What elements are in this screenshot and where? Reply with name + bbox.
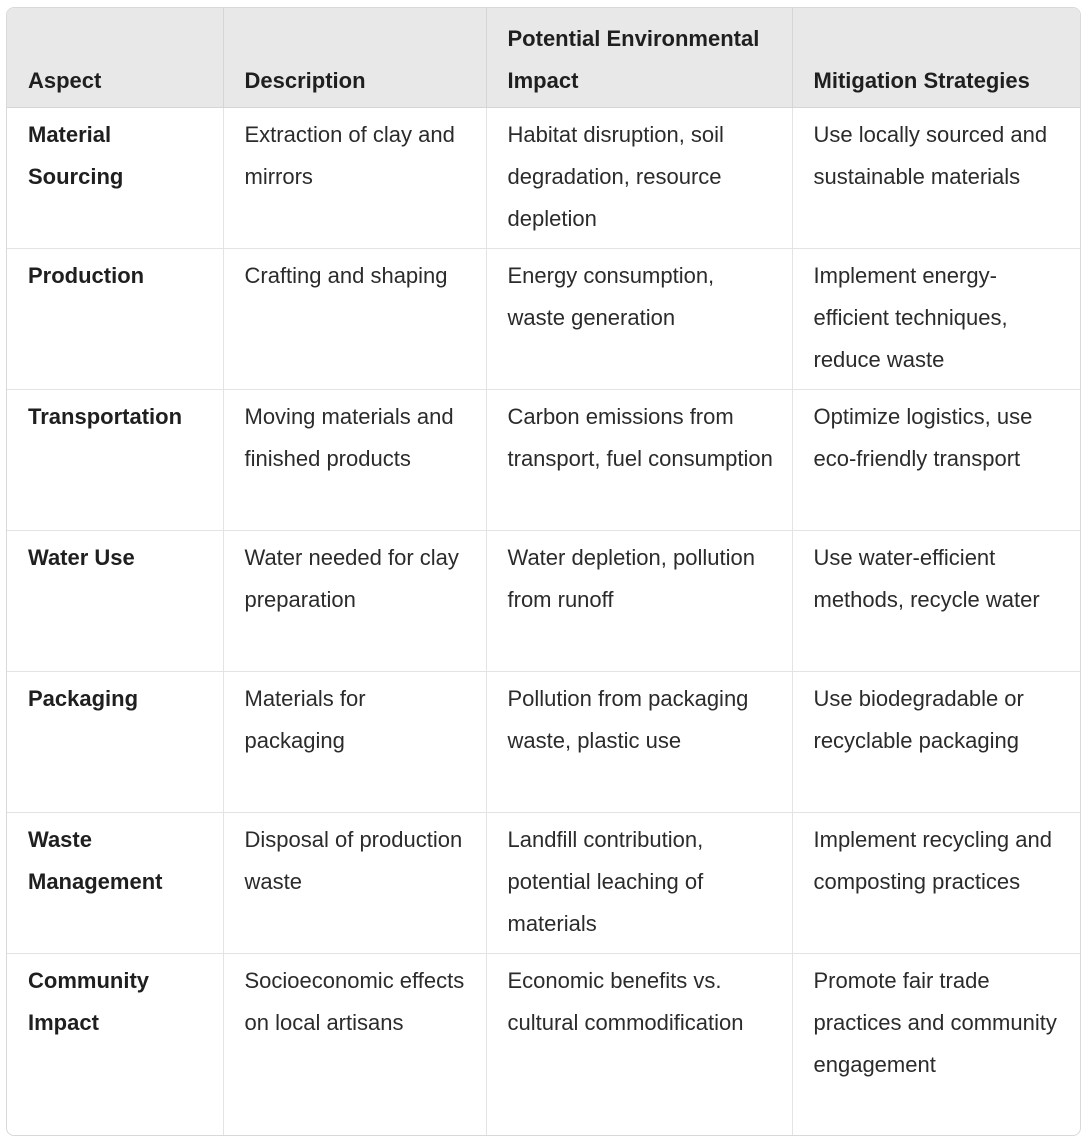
cell-aspect: Water Use [7, 530, 223, 671]
cell-aspect: Community Impact [7, 953, 223, 1136]
cell-description: Extraction of clay and mirrors [223, 107, 486, 248]
table-header [7, 8, 1080, 107]
cell-aspect: Material Sourcing [7, 107, 223, 248]
cell-impact: Economic benefits vs. cultural commodification [486, 953, 792, 1136]
header-aspect: Aspect [7, 8, 223, 107]
table-row [7, 107, 1080, 248]
cell-aspect: Production [7, 248, 223, 389]
environmental-impact-table [6, 7, 1081, 1136]
cell-mitigation: Use water-efficient methods, recycle water [792, 530, 1080, 671]
cell-mitigation: Use locally sourced and sustainable materials [792, 107, 1080, 248]
cell-impact: Landfill contribution, potential leaching of materials [486, 812, 792, 953]
cell-impact: Pollution from packaging waste, plastic use [486, 671, 792, 812]
table-row [7, 530, 1080, 671]
cell-description: Disposal of production waste [223, 812, 486, 953]
table-row [7, 812, 1080, 953]
data-table [7, 8, 1080, 1136]
header-mitigation: Mitigation Strategies [792, 8, 1080, 107]
cell-impact: Habitat disruption, soil degradation, resource depletion [486, 107, 792, 248]
cell-mitigation: Implement energy-efficient techniques, reduce waste [792, 248, 1080, 389]
cell-mitigation: Promote fair trade practices and community engagement [813, 967, 1057, 1077]
cell-description: Materials for packaging [223, 671, 486, 812]
cell-description: Crafting and shaping [223, 248, 486, 389]
table-row [7, 248, 1080, 389]
cell-impact: Water depletion, pollution from runoff [486, 530, 792, 671]
cell-mitigation: Use biodegradable or recyclable packaging [792, 671, 1080, 812]
header-impact: Potential Environmental Impact [486, 8, 792, 107]
table-row [7, 953, 1080, 1136]
header-row [7, 8, 1080, 107]
cell-mitigation: Implement recycling and composting practices [792, 812, 1080, 953]
cell-aspect: Transportation [7, 389, 223, 530]
table-row [7, 671, 1080, 812]
cell-impact: Carbon emissions from transport, fuel consumption [486, 389, 792, 530]
cell-aspect: Packaging [7, 671, 223, 812]
cell-aspect: Waste Management [7, 812, 223, 953]
cell-description: Socioeconomic effects on local artisans [223, 953, 486, 1136]
cell-mitigation: Optimize logistics, use eco-friendly transport [792, 389, 1080, 530]
table-row [7, 389, 1080, 530]
header-description: Description [223, 8, 486, 107]
cell-description: Water needed for clay preparation [223, 530, 486, 671]
table-body [7, 107, 1080, 1136]
cell-impact: Energy consumption, waste generation [486, 248, 792, 389]
cell-description: Moving materials and finished products [223, 389, 486, 530]
